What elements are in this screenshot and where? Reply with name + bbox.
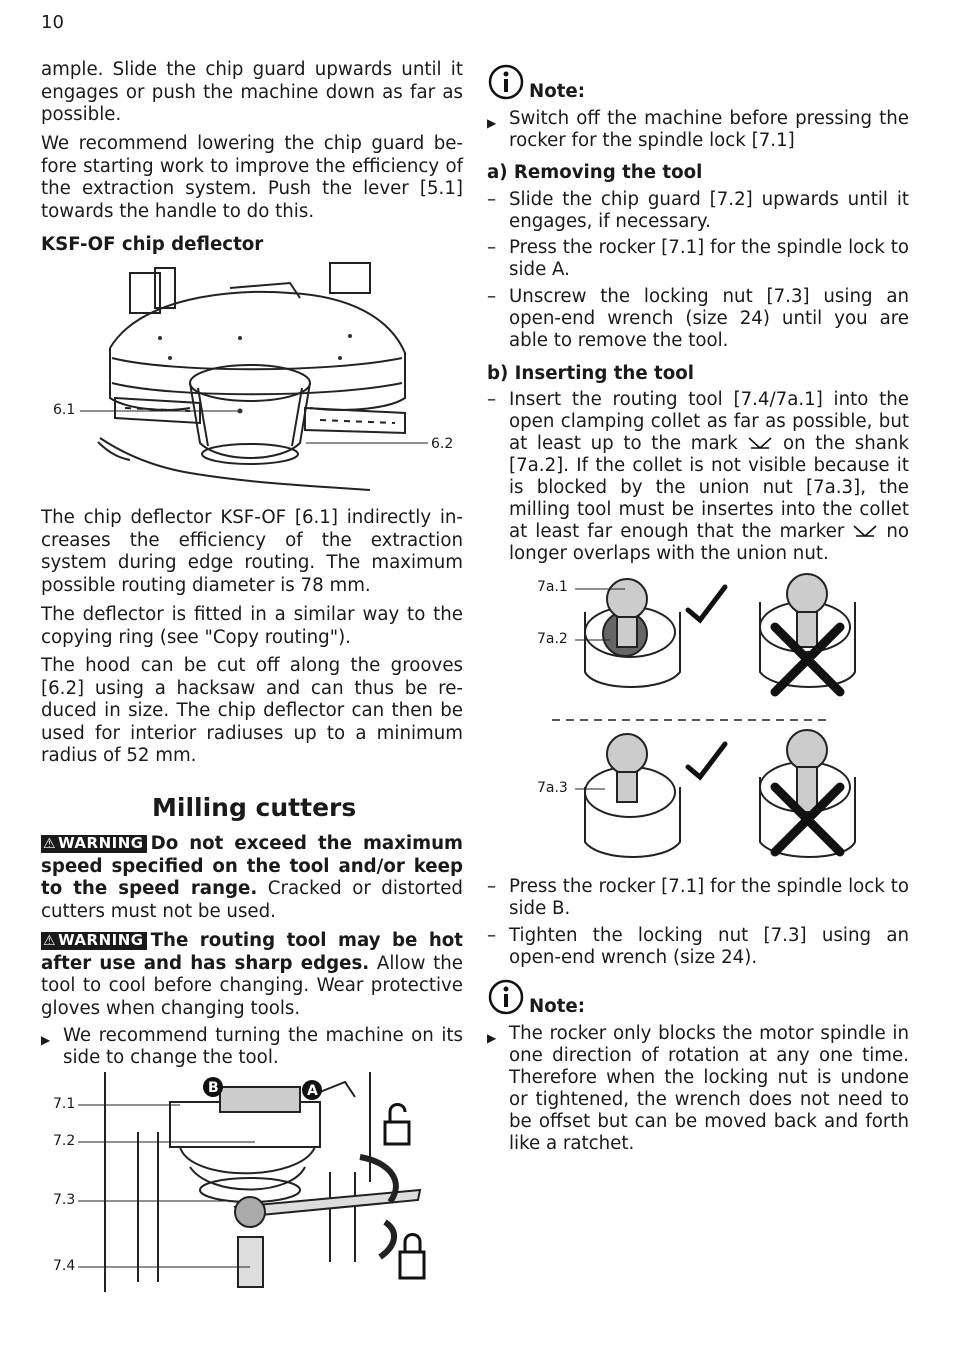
note-2-item: ▶ The rocker only blocks the motor spindle in one direction of rotation at any one time. Therefore when the locking nut is undone or tightened, the wrench does not need to be offset but can be moved back and forth like a ratchet. bbox=[487, 1023, 909, 1154]
warning-2 bbox=[41, 930, 463, 1020]
label-7a-1: 7a.1 bbox=[537, 579, 568, 595]
tool-change-drawing bbox=[50, 1072, 460, 1302]
warning-badge: ⚠ WARNING bbox=[41, 932, 147, 950]
paragraph-1: ample. Slide the chip guard upwards until it engages or push the machine down as far as possible. bbox=[41, 59, 463, 126]
paragraph-5: The hood can be cut off along the grooves [6.2] using a hacksaw and can thus be re-duced in size. The chip deflector can then be used for interior radiuses up to a minimum radius of 52 mm. bbox=[41, 655, 463, 767]
mark-symbol-icon bbox=[747, 434, 773, 448]
dash-bullet: – bbox=[487, 237, 497, 258]
warning-triangle-icon: ⚠ bbox=[43, 836, 57, 852]
figure-7-tool-change bbox=[50, 1072, 460, 1302]
note-1-title: Note: bbox=[529, 81, 586, 102]
label-7-2: 7.2 bbox=[53, 1133, 76, 1149]
label-6-1: 6.1 bbox=[53, 402, 76, 418]
note-2-title: Note: bbox=[529, 996, 586, 1017]
insertion-drawing bbox=[530, 572, 860, 862]
warning-2-text: Allow the tool to cool before changing. Wear protective gloves when changing tools. bbox=[41, 952, 463, 1019]
removing-item-1: – Slide the chip guard [7.2] upwards until it engages, if necessary. bbox=[487, 189, 909, 232]
tip-item: ▶ We recommend turning the machine on its side to change the tool. bbox=[41, 1025, 463, 1068]
dash-bullet: – bbox=[487, 876, 497, 897]
after-item-1: – Press the rocker [7.1] for the spindle lock to side B. bbox=[487, 876, 909, 919]
inserting-heading: b) Inserting the tool bbox=[487, 363, 694, 384]
chip-deflector-drawing bbox=[50, 258, 460, 498]
inserting-item-1: – Insert the routing tool [7.4/7a.1] into the open clamping collet as far as possible, but at least up to the mark on the shank [7a.2]. If the collet is not visible because it is blocked by the union nut [7a.3], the milling tool must be insertes into the collet at least far enough that the marker no longer overlaps with the union nut. bbox=[487, 389, 909, 564]
warning-triangle-icon: ⚠ bbox=[43, 933, 57, 949]
info-icon bbox=[488, 979, 524, 1015]
label-7-3: 7.3 bbox=[53, 1192, 76, 1208]
bullet-triangle-icon: ▶ bbox=[487, 116, 497, 130]
warning-1-text: Cracked or distorted cutters must not be used. bbox=[41, 878, 463, 922]
figure-6-chip-deflector bbox=[50, 258, 460, 498]
label-6-2: 6.2 bbox=[431, 436, 454, 452]
dash-bullet: – bbox=[487, 189, 497, 210]
label-7a-3: 7a.3 bbox=[537, 780, 568, 796]
warning-1-bold: Do not exceed the maximum speed specified on the tool and/or keep to the speed range. bbox=[41, 833, 463, 900]
dash-bullet: – bbox=[487, 389, 497, 410]
label-7a-2: 7a.2 bbox=[537, 631, 568, 647]
dash-bullet: – bbox=[487, 286, 497, 307]
paragraph-3: The chip deflector KSF-OF [6.1] indirectly in-creases the efficiency of the extraction system during edge routing. The maximum possible routing diameter is 78 mm. bbox=[41, 507, 463, 596]
paragraph-4: The deflector is fitted in a similar way to the copying ring (see "Copy routing"). bbox=[41, 604, 463, 648]
section-title: Milling cutters bbox=[152, 793, 357, 822]
figure-7a-insertion bbox=[530, 572, 860, 862]
removing-item-3: – Unscrew the locking nut [7.3] using an open-end wrench (size 24) until you are able to remove the tool. bbox=[487, 286, 909, 351]
removing-item-2: – Press the rocker [7.1] for the spindle lock to side A. bbox=[487, 237, 909, 280]
warning-1 bbox=[41, 833, 463, 923]
warning-badge: ⚠ WARNING bbox=[41, 835, 147, 853]
label-a: A bbox=[307, 1083, 318, 1099]
label-7-1: 7.1 bbox=[53, 1096, 76, 1112]
note-1-item: ▶ Switch off the machine before pressing the rocker for the spindle lock [7.1] bbox=[487, 108, 909, 151]
label-7-4: 7.4 bbox=[53, 1258, 76, 1274]
bullet-triangle-icon: ▶ bbox=[487, 1031, 497, 1045]
ksf-heading: KSF-OF chip deflector bbox=[41, 234, 264, 255]
page-number: 10 bbox=[41, 12, 64, 33]
paragraph-2: We recommend lowering the chip guard be-fore starting work to improve the efficiency of the extraction system. Push the lever [5.1] towards the handle to do this. bbox=[41, 133, 463, 222]
after-item-2: – Tighten the locking nut [7.3] using an open-end wrench (size 24). bbox=[487, 925, 909, 968]
info-icon bbox=[488, 64, 524, 100]
dash-bullet: – bbox=[487, 925, 497, 946]
bullet-triangle-icon: ▶ bbox=[41, 1033, 51, 1047]
label-b: B bbox=[208, 1080, 219, 1096]
mark-symbol-icon bbox=[852, 522, 878, 536]
removing-heading: a) Removing the tool bbox=[487, 162, 703, 183]
warning-2-bold: The routing tool may be hot after use and has sharp edges. bbox=[41, 930, 463, 974]
